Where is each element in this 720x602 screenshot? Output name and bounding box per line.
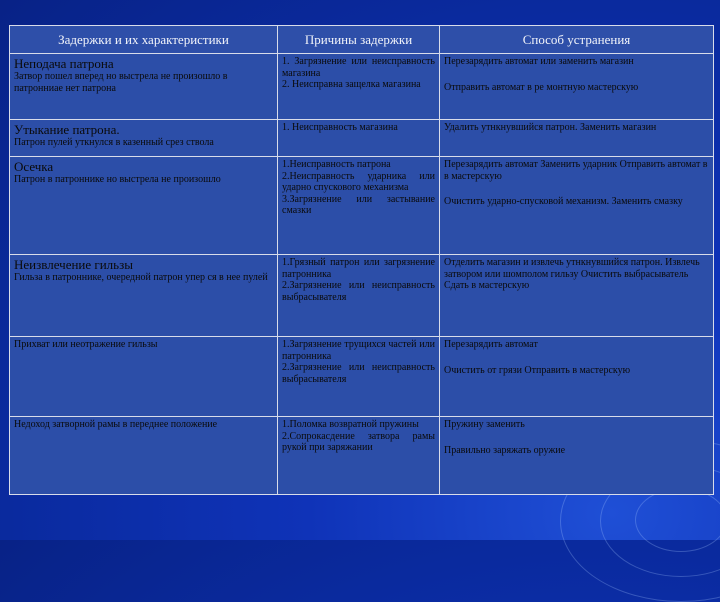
delay-cell: [10, 54, 278, 120]
table-row: [10, 255, 714, 337]
delay-cell: [10, 337, 278, 417]
delay-description: Патрон в патроннике но выстрела не произошло: [14, 174, 221, 185]
cause-cell: [278, 255, 440, 337]
remedy-cell: [440, 255, 714, 337]
cause-cell: [278, 417, 440, 495]
delay-title: Осечка: [14, 159, 54, 174]
delay-description: Недоход затворной рамы в переднее положение: [14, 419, 218, 430]
table-row: [10, 157, 714, 255]
delay-cell: [10, 120, 278, 157]
table-row: [10, 417, 714, 495]
cause-text: 1. Неисправность магазина: [282, 122, 398, 133]
remedy-cell: [440, 417, 714, 495]
remedy-text: Правильно заряжать оружие: [444, 444, 566, 456]
cause-text: 1.Грязный патрон или загрязнение патронника 2.Загрязнение или неисправность выбрасывателя: [282, 257, 435, 303]
delay-cell: [10, 417, 278, 495]
column-header-causes: Причины задержки: [278, 26, 440, 54]
cause-text: 1. Загрязнение или неисправность магазина 2. Неисправна защелка магазина: [282, 56, 435, 90]
delay-title: Неподача патрона: [14, 56, 114, 71]
column-header-delays: Задержки и их характеристики: [10, 26, 278, 54]
remedy-text: Перезарядить автомат: [444, 339, 538, 350]
remedy-cell: [440, 337, 714, 417]
cause-cell: [278, 120, 440, 157]
delay-description: Затвор пошел вперед но выстрела не произошло в патронниае нет патрона: [14, 71, 228, 94]
table-row: [10, 337, 714, 417]
water-ripple-decoration: [635, 488, 720, 552]
cause-cell: [278, 337, 440, 417]
remedy-text: Удалить утнкнувшийся патрон. Заменить магазин: [444, 122, 657, 133]
remedy-text: Отделить магазин и извлечь утнкнувшийся патрон. Извлечь затвором или шомполом гильзу Очистить выбрасыватель Сдать в мастерскую: [444, 257, 700, 291]
delay-title: Неизвлечение гильзы: [14, 257, 133, 272]
delay-description: Гильза в патроннике, очередной патрон упер ся в нее пулей: [14, 272, 268, 283]
remedy-text: Пружину заменить: [444, 419, 525, 430]
cause-text: 1.Неисправность патрона 2.Неисправность ударника или ударно спускового механизма 3.Загрязнение или застывание смазки: [282, 159, 435, 216]
remedy-cell: [440, 120, 714, 157]
delay-title: Утыкание патрона.: [14, 122, 120, 137]
remedy-text: Перезарядить автомат Заменить ударник Отправить автомат в в мастерскую: [444, 159, 708, 182]
table-row: [10, 54, 714, 120]
delay-description: Прихват или неотражение гильзы: [14, 339, 158, 350]
cause-cell: [278, 54, 440, 120]
table-header-row: [10, 26, 714, 54]
delay-cell: [10, 255, 278, 337]
delay-cell: [10, 157, 278, 255]
remedy-text: Перезарядить автомат или заменить магазин: [444, 56, 634, 67]
remedy-cell: [440, 54, 714, 120]
cause-text: 1.Загрязнение трущихся частей или патронника 2.Загрязнение или неисправность выбрасывателя: [282, 339, 435, 385]
cause-cell: [278, 157, 440, 255]
malfunctions-table: [9, 25, 714, 495]
table-row: [10, 120, 714, 157]
remedy-text: Отправить автомат в ре монтную мастерскую: [444, 81, 639, 93]
cause-text: 1.Поломка возвратной пружины 2.Сопрокасдение затвора рамы рукой при заряжании: [282, 419, 435, 453]
column-header-remedy: Способ устранения: [440, 26, 714, 54]
remedy-text: Очистить от грязи Отправить в мастерскую: [444, 364, 631, 376]
delay-description: Патрон пулей уткнулся в казенный срез ствола: [14, 137, 214, 148]
remedy-cell: [440, 157, 714, 255]
remedy-text: Очистить ударно-спусковой механизм. Заменить смазку: [444, 196, 683, 207]
